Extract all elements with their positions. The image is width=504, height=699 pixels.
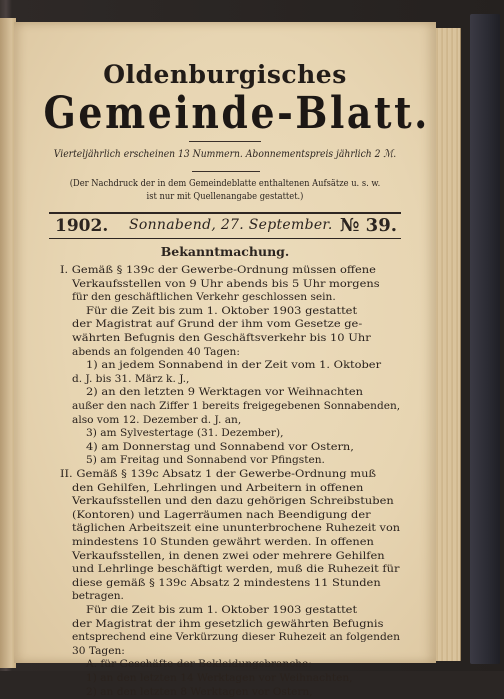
article-line: Für die Zeit bis zum 1. Oktober 1903 gestattet — [86, 604, 358, 616]
article-line: 2) an den letzten 9 Werktagen vor Weihnachten — [86, 386, 363, 399]
masthead-title-top: Oldenburgisches — [103, 60, 347, 89]
reprint-notice-line2: ist nur mit Quellenangabe gestattet.) — [146, 191, 304, 202]
article-line: Verkaufsstellen und den dazu gehörigen Schreibstuben — [72, 495, 394, 508]
book-cover-edge — [470, 14, 500, 664]
article-line: täglichen Arbeitszeit eine ununterbrochene Ruhezeit von — [72, 522, 401, 535]
dateline-bottom-rule — [49, 238, 401, 239]
article-line: also vom 12. Dezember d. J. an, — [72, 413, 242, 426]
article-line: währten Befugnis den Geschäftsverkehr bis 10 Uhr — [72, 332, 371, 344]
article-line: 1) an den letzten 14 Werktagen vor Weihnachten, — [86, 672, 353, 684]
article-line: und Lehrlinge beschäftigt werden, muß die Ruhezeit für — [72, 563, 400, 576]
reprint-notice-line1: (Der Nachdruck der in dem Gemeindeblatte enthaltenen Aufsätze u. s. w. — [69, 178, 381, 189]
issue-date: Sonnabend, 27. September. — [129, 217, 333, 233]
issue-number: № 39. — [339, 215, 397, 236]
dateline — [49, 214, 401, 238]
article-line: 5) am Freitag und Sonnabend vor Pfingsten. — [86, 454, 325, 467]
article-line: Für die Zeit bis zum 1. Oktober 1903 gestattet — [86, 304, 358, 317]
notice-rule — [192, 171, 260, 172]
article-heading: Bekanntmachung. — [160, 244, 290, 259]
article-line: mindestens 10 Stunden gewährt werden. In offenen — [72, 536, 374, 548]
article-line: den Gehilfen, Lehrlingen und Arbeitern in offenen — [72, 481, 364, 494]
article-line: für den geschäftlichen Verkehr geschlossen sein. — [72, 291, 336, 304]
article-line: A. für Geschäfte der Bekleidungsbranche: — [86, 658, 312, 671]
page-stack-edge — [434, 28, 461, 661]
article-line: der Magistrat der ihm gesetzlich gewährten Befugnis — [72, 617, 384, 630]
article-line: Verkaufsstellen, in denen zwei oder mehrere Gehilfen — [72, 549, 385, 562]
article-line: 3) am Sylvestertage (31. Dezember), — [86, 427, 284, 440]
article-line: Verkaufsstellen von 9 Uhr abends bis 5 Uhr morgens — [72, 277, 380, 290]
article-line: betragen. — [72, 590, 124, 603]
article-line: II. Gemäß § 139c Absatz 1 der Gewerbe-Ordnung muß — [60, 468, 377, 480]
article-line: 2) an den letzten 8 Werktagen vor Ostern, — [86, 685, 313, 698]
article-line: entsprechend eine Verkürzung dieser Ruhezeit an folgenden — [72, 631, 400, 644]
masthead-title-main: Gemeinde-Blatt. — [43, 88, 430, 139]
subscription-line: Vierteljährlich erscheinen 13 Nummern. Abonnementspreis jährlich 2 ℳ. — [53, 148, 397, 160]
article-line: (Kontoren) und Lagerräumen nach Beendigung der — [72, 508, 371, 521]
article-line: 30 Tagen: — [72, 644, 125, 657]
article-line: d. J. bis 31. März k. J., — [72, 372, 190, 385]
article-line: der Magistrat auf Grund der ihm vom Gesetze ge- — [72, 318, 363, 331]
article-line: diese gemäß § 139c Absatz 2 mindestens 11 Stunden — [72, 576, 381, 589]
newspaper-page — [14, 22, 436, 698]
article-line: abends an folgenden 40 Tagen: — [72, 345, 240, 358]
masthead-rule — [189, 141, 261, 142]
article-line: I. Gemäß § 139c der Gewerbe-Ordnung müssen offene — [60, 264, 376, 276]
article-line: 4) am Donnerstag und Sonnabend vor Ostern, — [86, 440, 354, 453]
issue-year: 1902. — [55, 216, 109, 236]
article-line: außer den nach Ziffer 1 bereits freigegebenen Sonnabenden, — [72, 400, 401, 412]
article-line: 1) an jedem Sonnabend in der Zeit vom 1. Oktober — [86, 359, 382, 372]
